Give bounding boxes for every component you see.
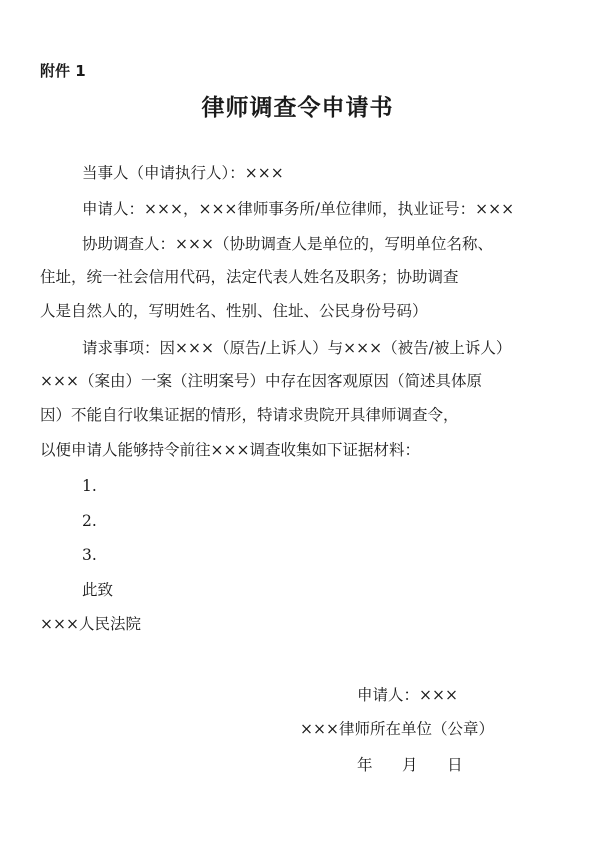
closing-line: 此致	[82, 581, 114, 599]
request-line-4: 以便申请人能够持令前往×××调查收集如下证据材料：	[40, 441, 420, 459]
request-line-1: 请求事项：因×××（原告/上诉人）与×××（被告/被上诉人）	[82, 339, 512, 357]
request-line-3: 因）不能自行收集证据的情形，特请求贵院开具律师调查令，	[40, 406, 459, 424]
document-title: 律师调查令申请书	[201, 94, 394, 121]
request-line-2: ×××（案由）一案（注明案号）中存在因客观原因（简述具体原	[40, 372, 482, 390]
assistant-line-1: 协助调查人：×××（协助调查人是单位的，写明单位名称、	[82, 235, 493, 253]
party-line: 当事人（申请执行人）：×××	[82, 164, 284, 182]
signature-unit-seal: ×××律师所在单位（公章）	[300, 720, 494, 738]
assistant-line-3: 人是自然人的，写明姓名、性别、住址、公民身份号码）	[40, 302, 428, 320]
signature-applicant: 申请人：×××	[357, 686, 458, 704]
assistant-line-2: 住址，统一社会信用代码，法定代表人姓名及职务；协助调查	[40, 268, 459, 286]
attachment-label: 附件 1	[40, 62, 86, 80]
court-name: ×××人民法院	[40, 615, 141, 633]
signature-date: 年 月 日	[357, 756, 463, 774]
evidence-item-3: 3.	[82, 546, 97, 564]
applicant-line: 申请人：×××，×××律师事务所/单位律师，执业证号：×××	[82, 200, 515, 218]
evidence-item-2: 2.	[82, 512, 97, 530]
evidence-item-1: 1.	[82, 477, 97, 495]
